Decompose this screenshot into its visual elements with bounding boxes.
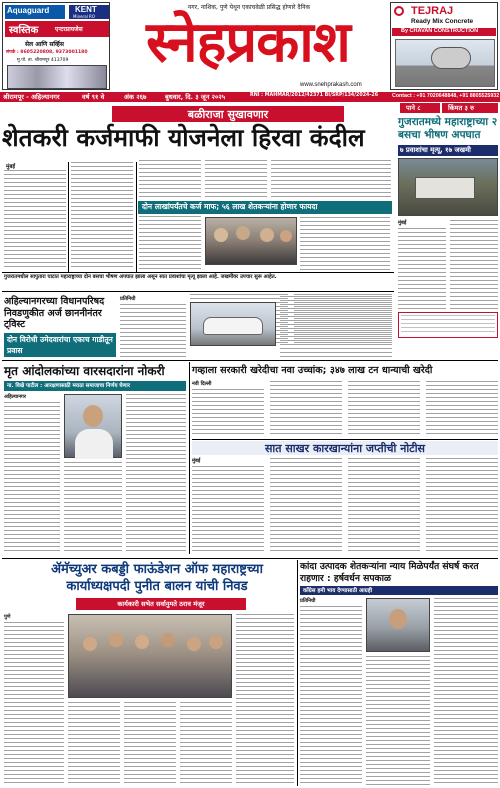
- accident-banner: [398, 145, 498, 156]
- dateline-price: किंमत ३ रु: [448, 104, 475, 112]
- grain-dateline: नवी दिल्ली: [192, 381, 212, 387]
- jobs-dateline: अहिल्यानगर: [4, 394, 26, 400]
- left-ad-line2: संपर्क : 8605220808, 9373001180: [6, 50, 88, 55]
- lead-notice: [4, 274, 392, 290]
- grain-headline: गव्हाला सरकारी खरेदीचा नवा उच्चांक; ३४७ लाख टन धान्याची खरेदी: [192, 365, 433, 376]
- onion-photo: [366, 598, 430, 652]
- lead-kicker: बळीराजा सुखावणार: [187, 108, 269, 121]
- masthead: [0, 0, 500, 92]
- lead-body-col2: [71, 162, 133, 270]
- masthead-tagline: नगर, नाशिक, पुणे येथून एकाचवेळी प्रसिद्ध होणारे दैनिक: [187, 4, 311, 11]
- vidhan-banner-text: दोन विरोधी उमेदवारांचा एकाच गाडीतून प्रवास: [7, 335, 113, 355]
- vidhan-byline: प्रतिनिधी: [120, 296, 136, 302]
- lead-headline: शेतकरी कर्जमाफी योजनेला हिरवा कंदील: [2, 123, 365, 152]
- accident-body-col1: [398, 220, 446, 310]
- lead-sub: दोन लाखांपर्यंतचे कर्ज माफ; ५६ लाख शेतकऱ्यांना होणार फायदा: [142, 202, 318, 211]
- left-ad[interactable]: [2, 2, 110, 90]
- kabaddi-body-col4: [180, 702, 232, 786]
- onion-body-col3: [434, 598, 498, 786]
- right-ad-sub: Ready Mix Concrete: [411, 18, 474, 25]
- dateline-pages: पाने ८: [406, 104, 421, 112]
- jobs-byline: ना. विखे पाटील : आरक्षणासाठी मराठा समाजाचा निर्णय घेणार: [7, 383, 131, 389]
- onion-sub: काँग्रेस हमी भाव देण्यासाठी आग्रही: [303, 588, 373, 594]
- vidhan-headline: अहिल्यानगरच्या विधानपरिषद निवडणुकीत अर्ज छाननीनंतर ट्विस्ट: [4, 296, 105, 330]
- dateline-issue: अंक २६७: [124, 93, 147, 101]
- contact-number: Contact : +91 7020648848, +91 8805525932: [392, 93, 500, 99]
- onion-byline: प्रतिनिधी: [300, 598, 316, 604]
- dateline-city: श्रीरामपूर - अहिल्यानगर: [3, 93, 60, 101]
- tejraj-logo-icon: [394, 6, 404, 16]
- jobs-body-col3: [126, 394, 186, 554]
- pages-box: [400, 103, 440, 113]
- jobs-portrait: [64, 394, 122, 458]
- sugar-band: [192, 441, 498, 455]
- lead-body-col1: [4, 162, 66, 270]
- onion-body-col2: [366, 656, 430, 786]
- lead-body-col7: [300, 217, 390, 271]
- dateline-date: बुधवार, दि. ३ जून २०२५: [165, 93, 226, 101]
- price-box: [442, 103, 498, 113]
- lead-photo: [205, 217, 297, 265]
- kabaddi-headline: ॲमॅच्युअर कबड्डी फाऊंडेशन ऑफ महाराष्ट्रच्या कार्याध्यक्षपदी पुनीत बालन यांची निवड: [51, 562, 263, 594]
- lead-dateline: मुंबई: [6, 164, 16, 170]
- lead-notice-text: गुजरातमधील सापुतारा घाटात महाराष्ट्राच्या दोन बसचा भीषण अपघात झाला असून सात प्रवाशांचा मृत्यू झाला आहे. जखमींवर उपचार सुरू आहेत.: [4, 274, 277, 280]
- dateline-year: वर्ष ९१ वे: [82, 93, 105, 101]
- left-ad-shop: स्वस्तिक: [9, 25, 39, 36]
- left-ad-shop-suffix: एन्टरप्रायजेस: [55, 26, 83, 33]
- onion-sub-bar: [300, 586, 498, 595]
- lead-kicker-bar: [112, 106, 344, 122]
- sugar-dateline: मुंबई: [192, 458, 201, 464]
- lead-sub-band: [138, 201, 392, 214]
- right-ad[interactable]: [390, 2, 498, 90]
- dateline-bar: [0, 92, 390, 102]
- vidhan-car-photo: [190, 302, 276, 346]
- kabaddi-body-col5: [236, 614, 294, 786]
- jobs-byline-bar: [4, 381, 186, 391]
- lead-body-col5: [271, 160, 391, 200]
- right-ad-by: By CHAVAN CONSTRUCTION: [401, 28, 479, 34]
- left-ad-brand2: KENT: [75, 5, 97, 14]
- lead-body-col4: [205, 160, 267, 200]
- onion-body-col1: [300, 598, 362, 786]
- kabaddi-dateline: पुणे: [4, 614, 11, 620]
- lead-body-col6: [139, 216, 201, 272]
- kabaddi-body-col2: [68, 702, 120, 786]
- left-ad-brand2-sub: Mineral RO: [73, 14, 95, 19]
- kabaddi-body-col1: [4, 614, 64, 786]
- left-ad-brand1: Aquaguard: [7, 6, 50, 15]
- kabaddi-banner-text: कार्यकारी सभेत सर्वानुमते ठराव मंजूर: [117, 600, 205, 608]
- accident-body-col2: [450, 220, 498, 310]
- contact-strip: [390, 92, 500, 102]
- left-ad-line1: सेल आणि सर्व्हिस: [25, 41, 64, 48]
- accident-headline: गुजरातमध्ये महाराष्ट्राच्या २ बसचा भीषण अपघात: [398, 116, 498, 141]
- accident-info-box: [398, 312, 498, 338]
- jobs-body-col1: [4, 394, 60, 554]
- jobs-body-col2: [64, 462, 122, 554]
- accident-photo: [398, 158, 498, 216]
- left-ad-line3: मु.पो. ता. श्रीरामपूर 413709: [17, 58, 69, 63]
- masthead-website: www.snehprakash.com: [300, 82, 362, 88]
- left-ad-product-image: [7, 65, 107, 89]
- sugar-body: [192, 458, 498, 554]
- accident-banner-text: ७ प्रवाशांचा मृत्यू, १७ जखमी: [400, 146, 471, 154]
- kabaddi-body-col3: [124, 702, 176, 786]
- right-ad-brand: TEJRAJ: [411, 5, 454, 17]
- vidhan-body-col1: [120, 296, 186, 358]
- accident-dateline: मुंबई: [398, 220, 407, 226]
- masthead-title: स्नेहप्रकाश: [146, 10, 350, 75]
- kabaddi-group-photo: [68, 614, 232, 698]
- lead-body-col3: [139, 160, 201, 200]
- dateline-rni: RNI : MAHMAR/2012/42371 BI/SRP/134/2024-26: [250, 93, 379, 98]
- jobs-headline: मृत आंदोलकांच्या वारसदारांना नोकरी: [4, 364, 165, 378]
- kabaddi-banner: [76, 598, 246, 610]
- vidhan-body-col2: [280, 296, 392, 358]
- vidhan-banner: [4, 333, 116, 357]
- onion-headline: कांदा उत्पादक शेतकऱ्यांना न्याय मिळेपर्यंत संघर्ष करत राहणार : हर्षवर्धन सपकाळ: [300, 561, 479, 584]
- sugar-headline: सात साखर कारखान्यांना जप्तीची नोटीस: [264, 442, 425, 455]
- grain-body: [192, 381, 498, 437]
